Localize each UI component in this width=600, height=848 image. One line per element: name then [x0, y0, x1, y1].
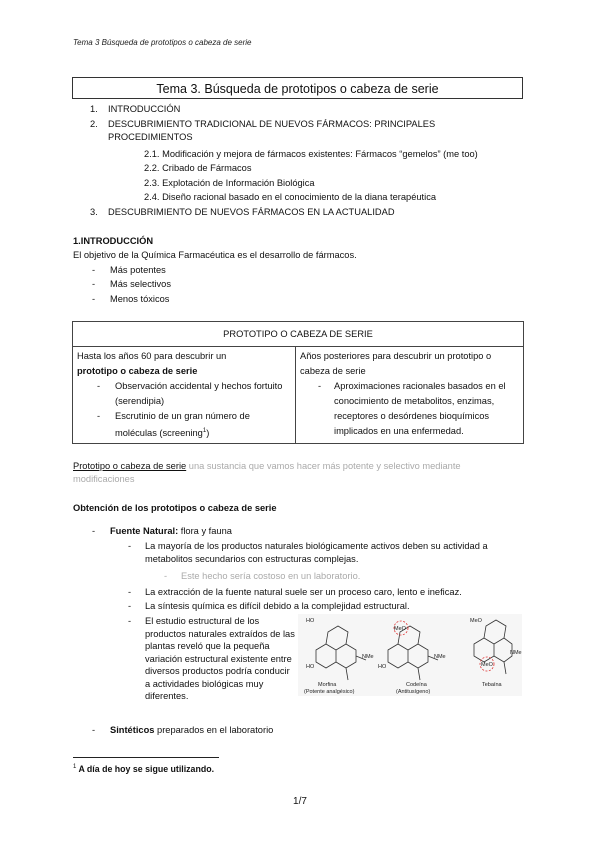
footnote: $^1$ A día de hoy se sigue utilizando.: [73, 764, 215, 774]
molecule-drawings: [298, 614, 522, 696]
right-intro: Años posteriores para descubrir un prototipo o cabeza de serie: [300, 351, 492, 376]
intro-heading: 1.INTRODUCCIÓN: [73, 236, 154, 246]
toc-subitem: 2.2. Cribado de Fármacos: [144, 163, 252, 173]
natural-source: Fuente Natural: flora y fauna: [110, 526, 232, 536]
left-intro: Hasta los años 60 para descubrir un: [77, 351, 227, 361]
table-cell-left: [73, 347, 296, 444]
molecule-group-label: NMe: [362, 654, 374, 660]
synthetic-source: Sintéticos preparados en el laboratorio: [110, 725, 274, 735]
natural-item: La mayoría de los productos naturales biológicamente activos deben su actividad a metabolitos secundarios con estructuras complejas.: [145, 541, 488, 564]
definition-text: una sustancia que vamos hacer más potente y selectivo mediante modificaciones: [73, 461, 461, 484]
page-title: Tema 3. Búsqueda de prototipos o cabeza de serie: [72, 77, 523, 99]
right-item: - Aproximaciones racionales basados en el conocimiento de metabolitos, enzimas, receptores o desórdenes bioquímicos implicados en una enfermedad.: [318, 381, 506, 436]
left-item: - Observación accidental y hechos fortuito (serendipia): [97, 381, 283, 406]
bullet-dash: -: [92, 725, 96, 735]
opioid-structures-figure: [298, 614, 522, 696]
natural-item: El estudio estructural de los productos naturales extraídos de las plantas reveló que la pequeña variación estructural existente entre diversos productos podría conducir a actividades biológicas muy diferentes.: [145, 616, 295, 701]
running-header: Tema 3 Búsqueda de prototipos o cabeza de serie: [73, 38, 252, 47]
toc-num: 2.: [90, 119, 98, 129]
toc-item-cont: PROCEDIMIENTOS: [108, 132, 193, 142]
molecule-group-label: MeO: [470, 618, 482, 624]
intro-bullet: Más selectivos: [110, 279, 171, 289]
bullet-dash: -: [92, 294, 96, 304]
molecule-name: Codeína: [406, 682, 427, 688]
left-item: - Escrutinio de un gran número de moléculas (screening$^1$): [97, 411, 250, 439]
toc-item: INTRODUCCIÓN: [108, 104, 181, 114]
toc-item: DESCUBRIMIENTO DE NUEVOS FÁRMACOS EN LA ACTUALIDAD: [108, 207, 395, 217]
page-number: 1/7: [293, 796, 307, 807]
intro-bullet: Menos tóxicos: [110, 294, 170, 304]
footnote-separator: [73, 757, 219, 758]
prototype-table: [72, 321, 524, 444]
molecule-group-label: NMe: [510, 650, 522, 656]
molecule-group-label: NMe: [434, 654, 446, 660]
natural-subitem: Este hecho sería costoso en un laboratorio.: [181, 571, 361, 581]
definition: [73, 460, 513, 485]
toc-item: DESCUBRIMIENTO TRADICIONAL DE NUEVOS FÁRMACOS: PRINCIPALES: [108, 119, 436, 129]
natural-item: La extracción de la fuente natural suele ser un proceso caro, lento e ineficaz.: [145, 587, 462, 597]
molecule-group-label: HO: [378, 664, 387, 670]
bullet-dash: -: [92, 265, 96, 275]
bullet-dash: -: [92, 279, 96, 289]
molecule-subtitle: (Antitusígeno): [396, 689, 431, 695]
intro-text: El objetivo de la Química Farmacéutica es el desarrollo de fármacos.: [73, 250, 357, 260]
toc-num: 1.: [90, 104, 98, 114]
molecule-subtitle: (Potente analgésico): [304, 689, 355, 695]
molecule-group-label: MeO: [481, 662, 493, 668]
toc-num: 3.: [90, 207, 98, 217]
natural-item: La síntesis química es difícil debido a la complejidad estructural.: [145, 601, 410, 611]
toc-subitem: 2.3. Explotación de Información Biológica: [144, 178, 315, 188]
bullet-dash: -: [92, 526, 96, 536]
toc-subitem: 2.4. Diseño racional basado en el conocimiento de la diana terapéutica: [144, 192, 437, 202]
intro-bullet: Más potentes: [110, 265, 166, 275]
table-header: PROTOTIPO O CABEZA DE SERIE: [73, 322, 524, 347]
molecule-name: Morfina: [318, 682, 337, 688]
left-bold: prototipo o cabeza de serie: [77, 366, 198, 376]
obtencion-heading: Obtención de los prototipos o cabeza de serie: [73, 503, 277, 513]
definition-term: Prototipo o cabeza de serie: [73, 461, 187, 471]
molecule-group-label: HO: [306, 664, 315, 670]
table-cell-right: [296, 347, 524, 444]
molecule-name: Tebaína: [482, 682, 502, 688]
molecule-group-label: HO: [306, 618, 315, 624]
toc-subitem: 2.1. Modificación y mejora de fármacos existentes: Fármacos “gemelos” (me too): [144, 149, 478, 159]
molecule-group-label: MeO: [394, 626, 406, 632]
